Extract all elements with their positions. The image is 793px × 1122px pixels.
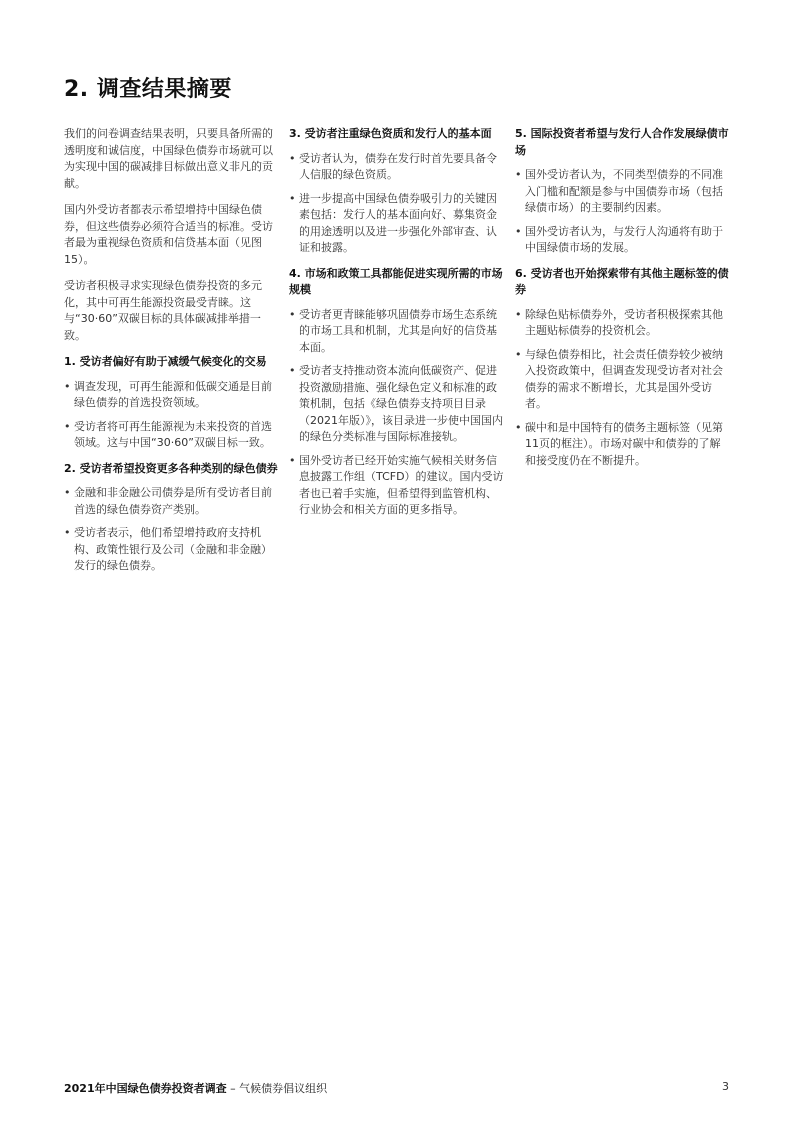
bullet-item: • 金融和非金融公司债券是所有受访者目前首选的绿色债券资产类别。 [64, 485, 279, 518]
section-1-list [64, 379, 279, 452]
section-1-heading: 1. 受访者偏好有助于减缓气候变化的交易 [64, 355, 267, 368]
section-4-heading: 4. 市场和政策工具都能促进实现所需的市场规模 [289, 266, 503, 296]
column-1 [64, 126, 279, 584]
bullet-item: • 国外受访者已经开始实施气候相关财务信息披露工作组（TCFD）的建议。国内受访者也已着手实施，但希望得到监管机构、行业协会和相关方面的更多指导。 [289, 453, 504, 519]
section-2-heading: 2. 受访者希望投资更多各种类别的绿色债券 [64, 461, 278, 475]
footer-report-title: 2021年中国绿色债券投资者调查 [64, 1082, 227, 1095]
bullet-item: • 受访者支持推动资本流向低碳资产、促进投资激励措施、强化绿色定义和标准的政策机制，包括《绿色债券支持项目目录（2021年版）》，该目录进一步使中国国内的绿色分类标准与国际标准接轨。 [289, 363, 504, 446]
bullet-item: • 除绿色贴标债券外，受访者积极探索其他主题贴标债券的投资机会。 [515, 307, 730, 340]
page-title: 2. 调查结果摘要 [64, 77, 232, 102]
column-2 [289, 126, 504, 528]
bullet-item: • 受访者认为，债券在发行时首先要具备令人信服的绿色资质。 [289, 151, 504, 184]
section-2-list [64, 485, 279, 575]
footer [64, 1080, 327, 1096]
bullet-item: • 国外受访者认为，与发行人沟通将有助于中国绿债市场的发展。 [515, 224, 730, 257]
section-3-heading: 3. 受访者注重绿色资质和发行人的基本面 [289, 127, 492, 140]
bullet-item: • 国外受访者认为，不同类型债券的不同准入门槛和配额是参与中国债券市场（包括绿债市场）的主要制约因素。 [515, 167, 730, 217]
bullet-item: • 受访者更青睐能够巩固债券市场生态系统的市场工具和机制，尤其是向好的信贷基本面。 [289, 307, 504, 357]
section-3-list [289, 151, 504, 257]
intro-paragraph: 我们的问卷调查结果表明，只要具备所需的透明度和诚信度，中国绿色债券市场就可以为实现中国的碳减排目标做出意义非凡的贡献。 [64, 127, 273, 190]
intro-paragraph: 国内外受访者都表示希望增持中国绿色债券，但这些债券必须符合适当的标准。受访者最为重视绿色资质和信贷基本面（见图15）。 [64, 203, 273, 266]
bullet-item: • 与绿色债券相比，社会责任债券较少被纳入投资政策中，但调查发现受访者对社会债券的需求不断增长，尤其是国外受访者。 [515, 347, 730, 413]
section-5-list [515, 167, 730, 257]
section-6-heading: 6. 受访者也开始探索带有其他主题标签的债券 [515, 266, 729, 296]
page-number: 3 [722, 1080, 729, 1093]
bullet-item: • 进一步提高中国绿色债券吸引力的关键因素包括：发行人的基本面向好、募集资金的用途透明以及进一步强化外部审查、认证和披露。 [289, 191, 504, 257]
intro-paragraph: 受访者积极寻求实现绿色债券投资的多元化，其中可再生能源投资最受青睐。这与“30·60”双碳目标的具体碳减排举措一致。 [64, 279, 262, 342]
column-3 [515, 126, 730, 478]
section-5-heading: 5. 国际投资者希望与发行人合作发展绿债市场 [515, 127, 729, 157]
footer-organization: – 气候债券倡议组织 [226, 1082, 328, 1095]
section-4-list [289, 307, 504, 519]
bullet-item: • 受访者表示，他们希望增持政府支持机构、政策性银行及公司（金融和非金融）发行的绿色债券。 [64, 525, 279, 575]
section-6-list [515, 307, 730, 470]
bullet-item: • 受访者将可再生能源视为未来投资的首选领域。这与中国“30·60”双碳目标一致。 [64, 419, 279, 452]
bullet-item: • 调查发现，可再生能源和低碳交通是目前绿色债券的首选投资领域。 [64, 379, 279, 412]
bullet-item: • 碳中和是中国特有的债务主题标签（见第11页的框注）。市场对碳中和债券的了解和接受度仍在不断提升。 [515, 420, 730, 470]
